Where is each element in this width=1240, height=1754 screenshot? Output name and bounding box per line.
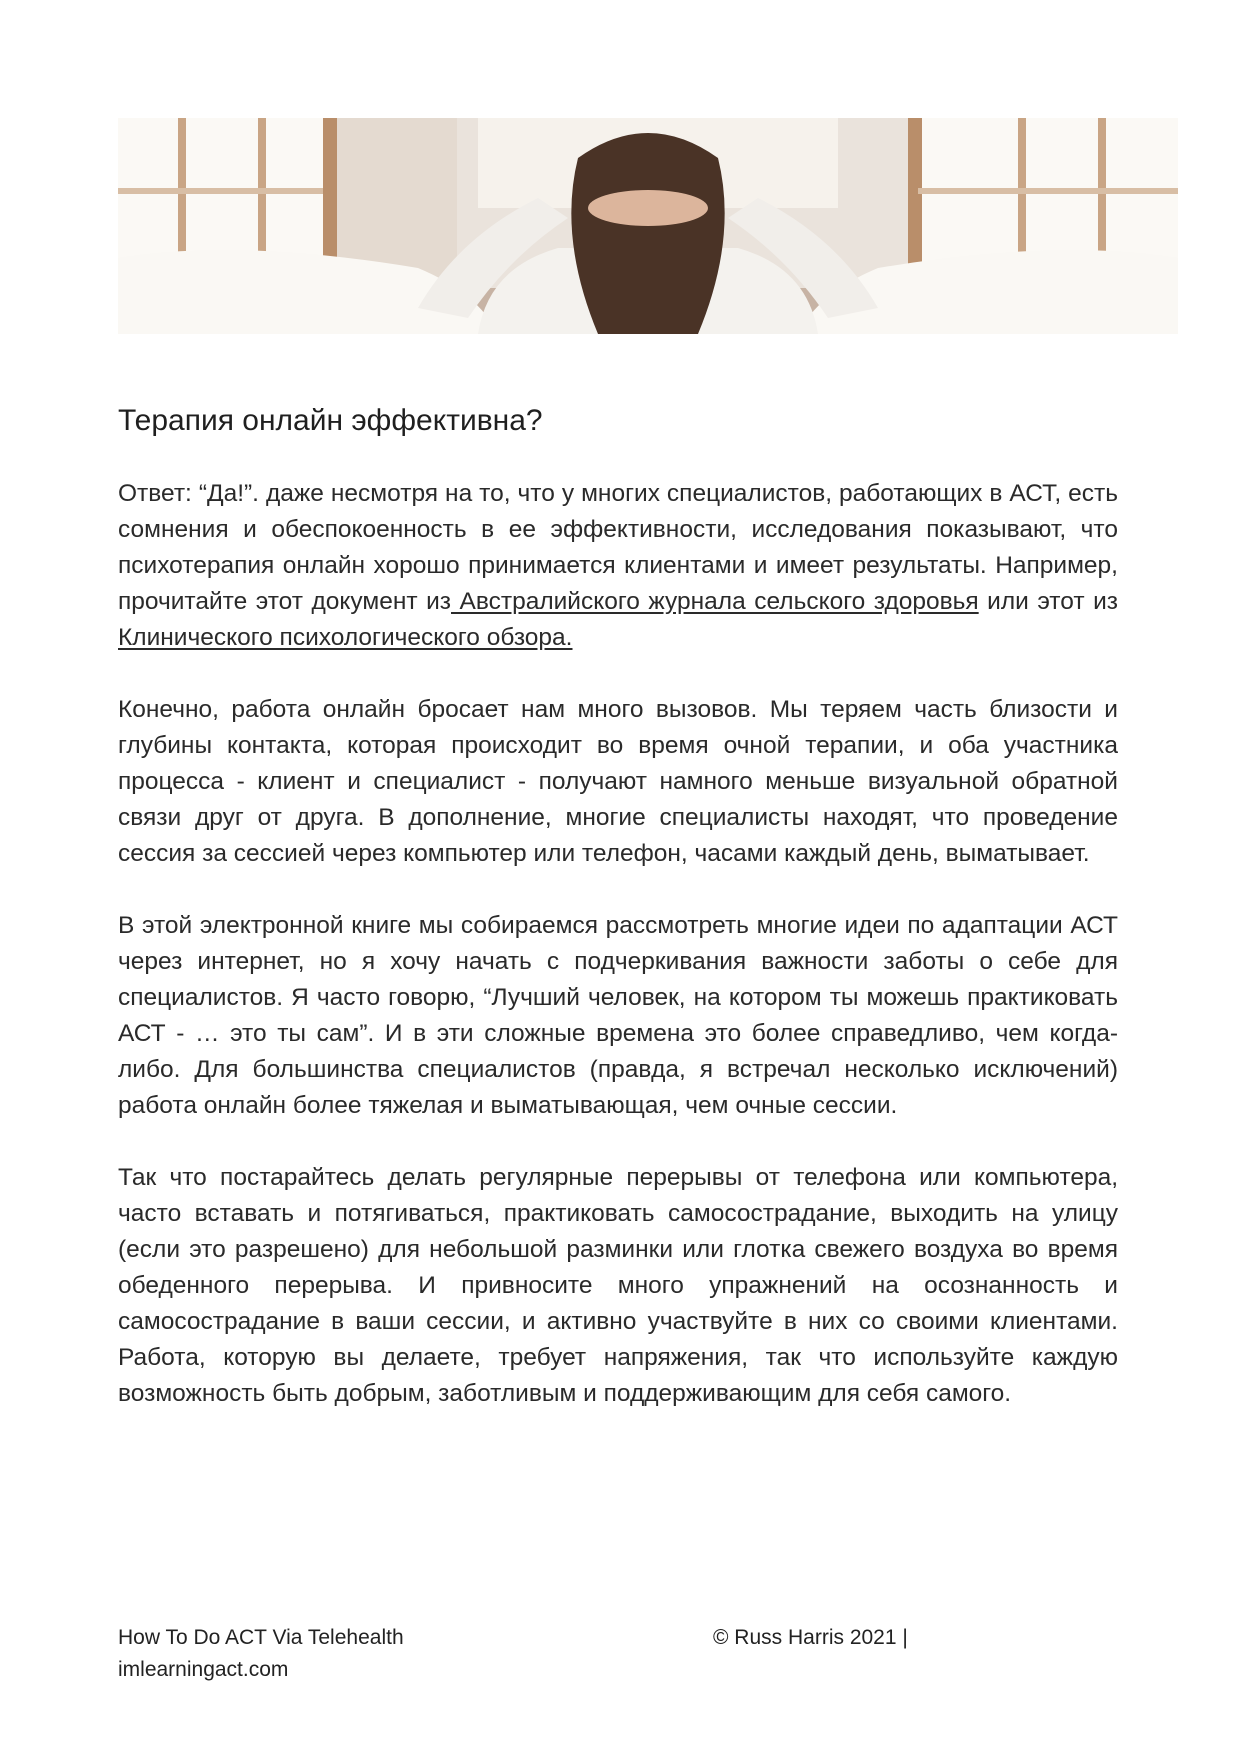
article [118, 400, 1118, 1448]
paragraph-4: Так что постарайтесь делать регулярные перерывы от телефона или компьютера, часто вставать и потягиваться, практиковать самосострадание, выходить на улицу (если это разрешено) для небольшой разминки или глотка свежего воздуха во время обеденного перерыва. И привносите много упражнений на осознанность и самосострадание в ваши сессии, и активно участвуйте в них со своими клиентами. Работа, которую вы делаете, требует напряжения, так что используйте каждую возможность быть добрым, заботливым и поддерживающим для себя самого. [118, 1164, 1118, 1407]
paragraph-3: В этой электронной книге мы собираемся рассмотреть многие идеи по адаптации АСТ через интернет, но я хочу начать с подчеркивания важности заботы о себе для специалистов. Я часто говорю, “Лучший человек, на котором ты можешь практиковать АСТ - … это ты сам”. И в эти сложные времена это более справедливо, чем когда-либо. Для большинства специалистов (правда, я встречал несколько исключений) работа онлайн более тяжелая и выматывающая, чем очные сессии. [118, 912, 1118, 1119]
footer-copyright: © Russ Harris 2021 | [713, 1626, 908, 1649]
paragraph-1-mid: или этот из [978, 588, 1118, 615]
article-title: Терапия онлайн эффективна? [118, 404, 543, 437]
footer-book-title: How To Do ACT Via Telehealth [118, 1626, 404, 1649]
footer-site: imlearningact.com [118, 1658, 289, 1681]
footer-left [118, 1622, 404, 1686]
relaxing-woman-illustration [118, 118, 1178, 334]
link-clinical-psychology-review[interactable]: Клинического психологического обзора. [118, 624, 573, 651]
paragraph-2: Конечно, работа онлайн бросает нам много вызовов. Мы теряем часть близости и глубины контакта, которая происходит во время очной терапии, и оба участника процесса - клиент и специалист - получают намного меньше визуальной обратной связи друг от друга. В дополнение, многие специалисты находят, что проведение сессия за сессией через компьютер или телефон, часами каждый день, выматывает. [118, 696, 1118, 867]
paragraph-1 [118, 476, 1118, 656]
header-photo [118, 118, 1178, 334]
link-australian-journal-rural-health[interactable]: Австралийского журнала сельского здоровья [451, 588, 979, 615]
paragraph-1-lead: Ответ: “Да!”. даже несмотря на то, что у многих специалистов, работающих в АСТ, есть сомнения и обеспокоенность в ее эффективности, исследования показывают, что психотерапия онлайн хорошо принимается клиентами и имеет результаты. Например, прочитайте этот документ из [118, 480, 1118, 615]
